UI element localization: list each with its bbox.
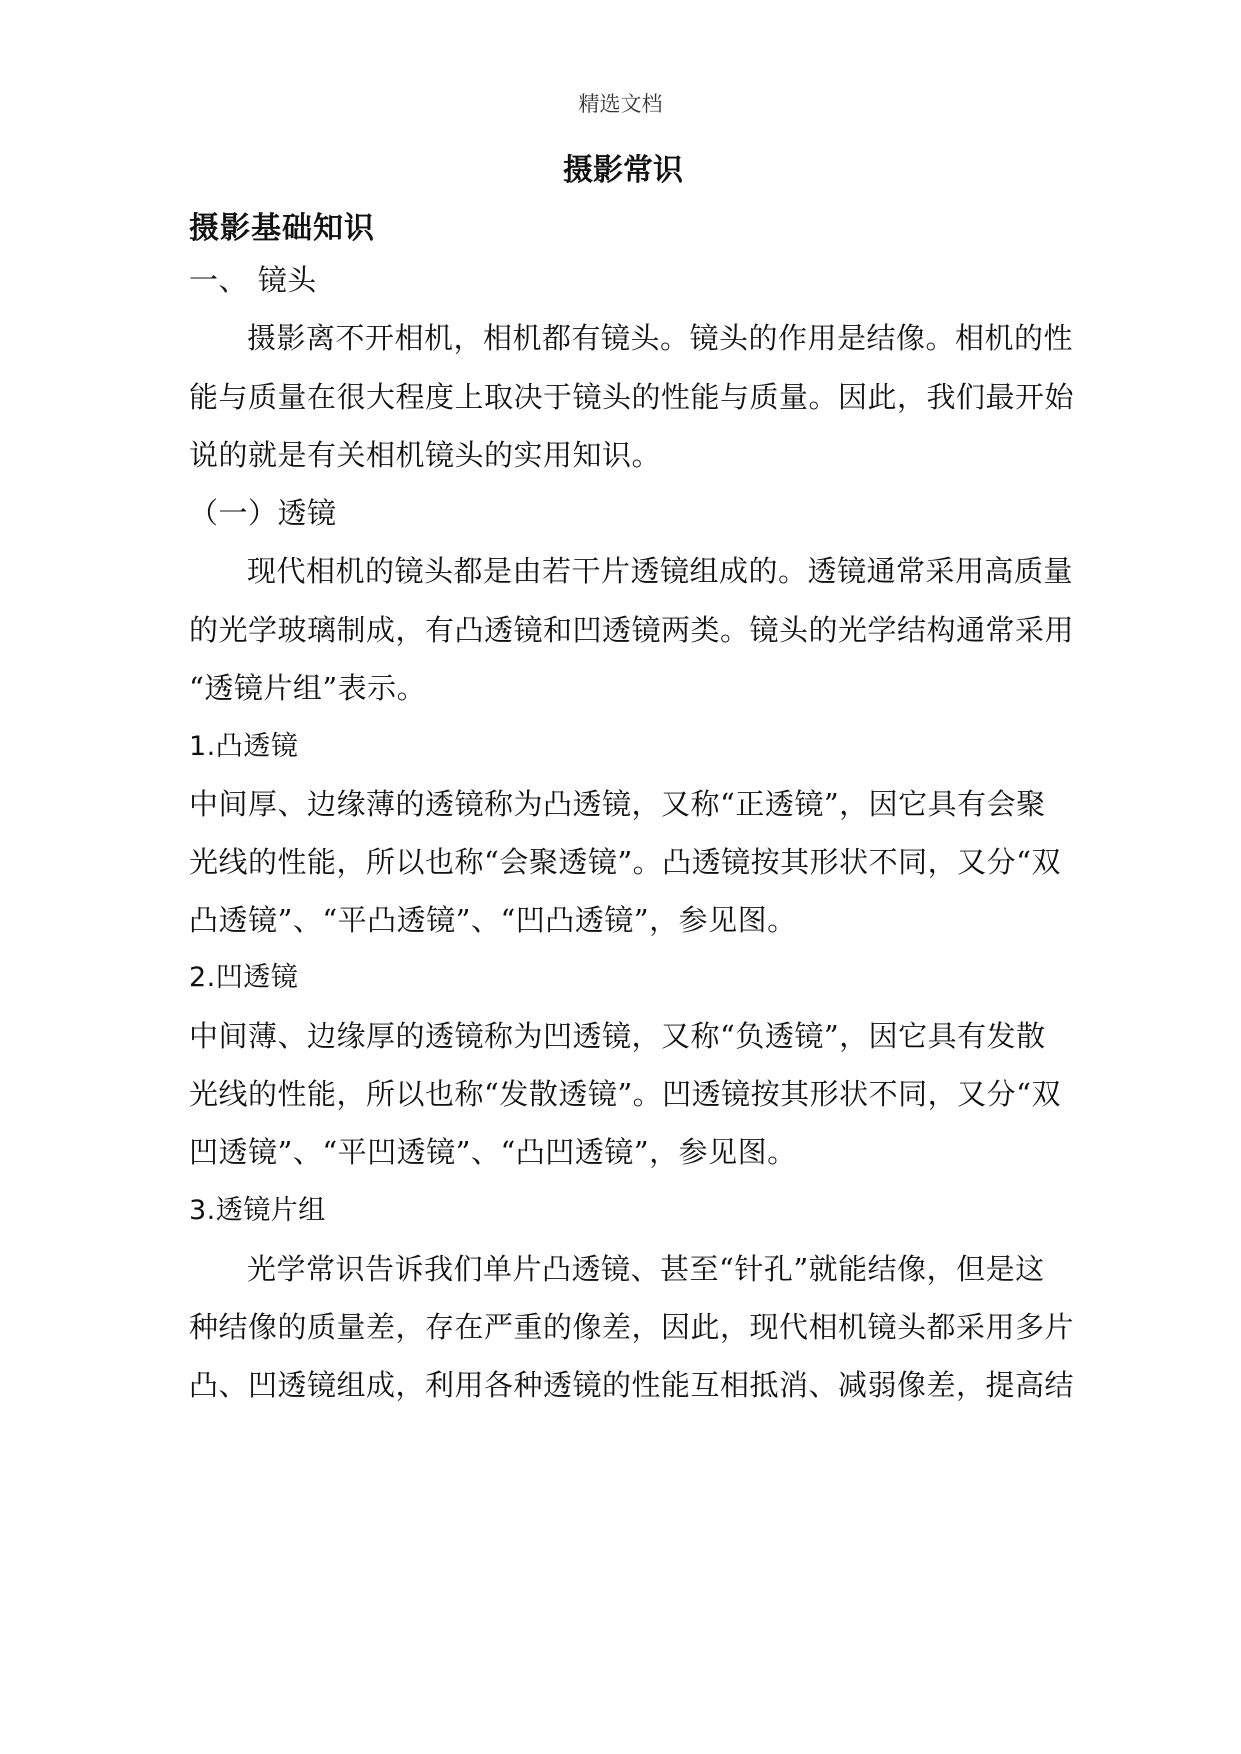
- lens-subheading: （一）透镜: [189, 496, 337, 530]
- intro-line-2: 能与质量在很大程度上取决于镜头的性能与质量。因此，我们最开始: [189, 380, 1075, 414]
- convex-line-2: 光线的性能，所以也称“会聚透镜”。凸透镜按其形状不同，又分“双: [189, 845, 1061, 879]
- page-header: 精选文档: [578, 92, 663, 116]
- document-title: 摄影常识: [563, 153, 683, 188]
- convex-line-1: 中间厚、边缘薄的透镜称为凸透镜，又称“正透镜”，因它具有会聚: [189, 787, 1046, 821]
- group-line-3: 凸、凹透镜组成，利用各种透镜的性能互相抵消、减弱像差，提高结: [189, 1368, 1075, 1402]
- group-line-1: 光学常识告诉我们单片凸透镜、甚至“针孔”就能结像，但是这: [247, 1252, 1045, 1286]
- lens-line-2: 的光学玻璃制成，有凸透镜和凹透镜两类。镜头的光学结构通常采用: [189, 613, 1075, 647]
- intro-line-3: 说的就是有关相机镜头的实用知识。: [189, 438, 662, 472]
- concave-line-1: 中间薄、边缘厚的透镜称为凹透镜，又称“负透镜”，因它具有发散: [189, 1019, 1046, 1053]
- section-heading: 摄影基础知识: [189, 211, 375, 246]
- intro-line-1: 摄影离不开相机，相机都有镜头。镜头的作用是结像。相机的性: [247, 321, 1074, 355]
- lens-line-3: “透镜片组”表示。: [189, 671, 427, 705]
- concave-heading: 2.凹透镜: [189, 962, 299, 993]
- concave-line-2: 光线的性能，所以也称“发散透镜”。凹透镜按其形状不同，又分“双: [189, 1077, 1061, 1111]
- lens-group-heading: 3.透镜片组: [189, 1195, 326, 1226]
- chapter-heading: 一、 镜头: [189, 263, 317, 297]
- concave-line-3: 凹透镜”、“平凹透镜”、“凸凹透镜”，参见图。: [189, 1135, 797, 1169]
- convex-line-3: 凸透镜”、“平凸透镜”、“凹凸透镜”，参见图。: [189, 903, 797, 937]
- convex-heading: 1.凸透镜: [189, 731, 299, 762]
- lens-line-1: 现代相机的镜头都是由若干片透镜组成的。透镜通常采用高质量: [247, 554, 1074, 588]
- group-line-2: 种结像的质量差，存在严重的像差，因此，现代相机镜头都采用多片: [189, 1310, 1075, 1344]
